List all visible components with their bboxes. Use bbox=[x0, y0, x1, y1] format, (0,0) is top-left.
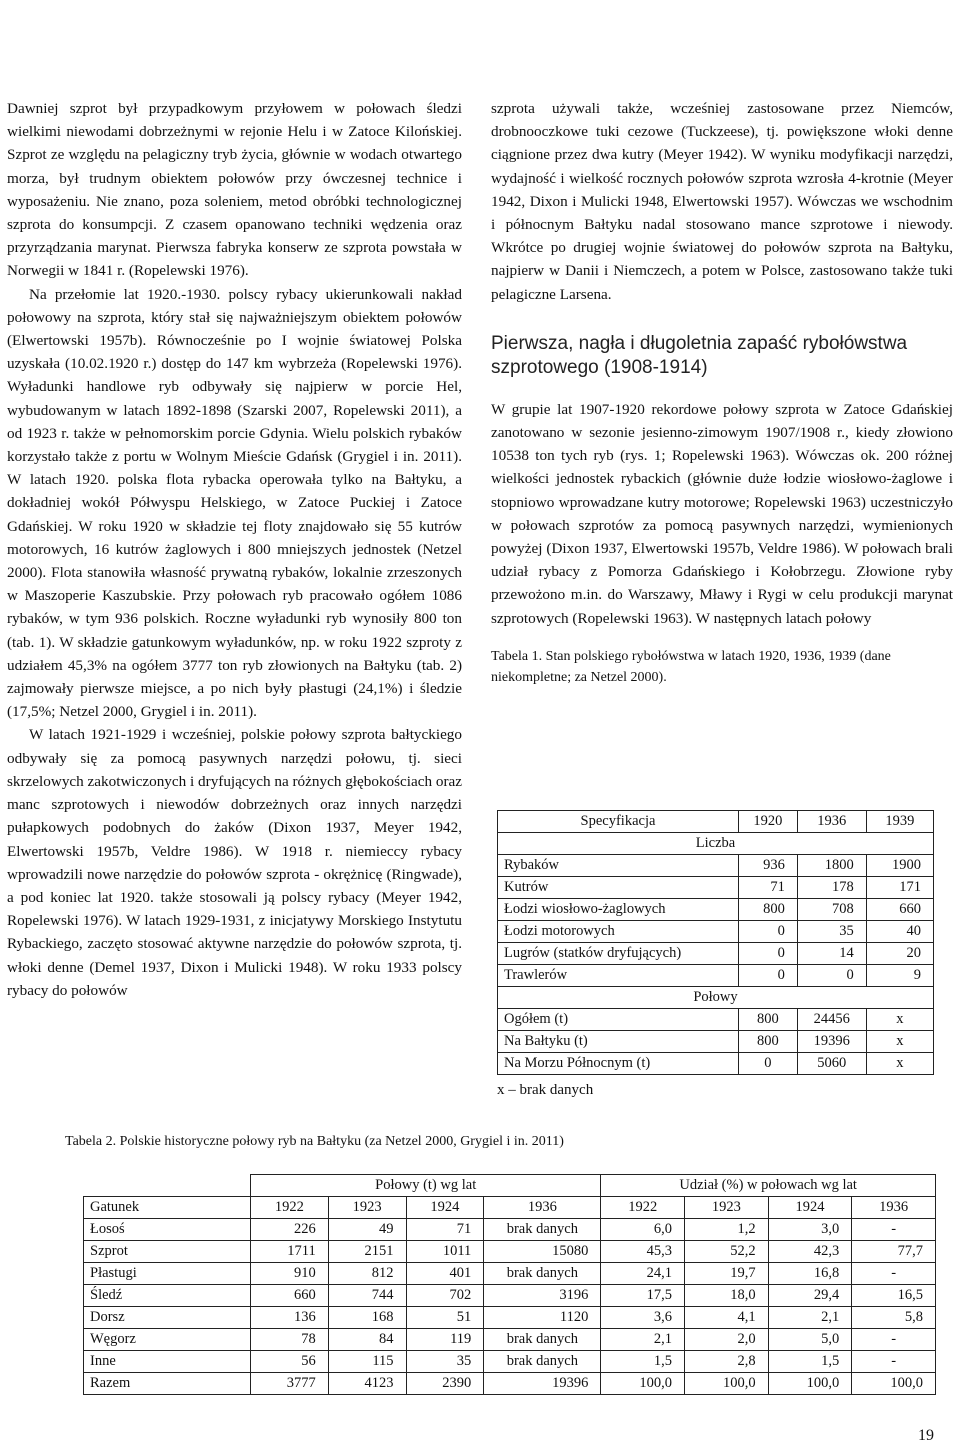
table-cell: 1800 bbox=[797, 855, 866, 877]
table-cell: 19396 bbox=[484, 1373, 601, 1395]
table-group-header: Udział (%) w połowach wg lat bbox=[601, 1175, 936, 1197]
table-header: 1924 bbox=[768, 1197, 852, 1219]
table-cell: 100,0 bbox=[601, 1373, 685, 1395]
table-cell: 4,1 bbox=[685, 1307, 769, 1329]
table-cell: Szprot bbox=[84, 1241, 251, 1263]
table-cell: 14 bbox=[797, 943, 866, 965]
table-cell: 2390 bbox=[406, 1373, 484, 1395]
table-cell: 660 bbox=[866, 899, 933, 921]
table-header: Gatunek bbox=[84, 1197, 251, 1219]
table-cell: 19396 bbox=[797, 1031, 866, 1053]
table-cell: Płastugi bbox=[84, 1263, 251, 1285]
table-row bbox=[498, 899, 934, 921]
table-cell: 1900 bbox=[866, 855, 933, 877]
table-row bbox=[84, 1373, 936, 1395]
table-group-header: Połowy (t) wg lat bbox=[251, 1175, 601, 1197]
table-cell: 1120 bbox=[484, 1307, 601, 1329]
table-cell: Węgorz bbox=[84, 1329, 251, 1351]
table-header-row bbox=[498, 811, 934, 833]
table-cell: 100,0 bbox=[685, 1373, 769, 1395]
table-cell: 171 bbox=[866, 877, 933, 899]
table-cell: 78 bbox=[251, 1329, 329, 1351]
table-cell: 702 bbox=[406, 1285, 484, 1307]
table-cell: 45,3 bbox=[601, 1241, 685, 1263]
table-cell: Kutrów bbox=[498, 877, 739, 899]
table1-note: x – brak danych bbox=[497, 1082, 594, 1098]
table-cell: 1,2 bbox=[685, 1219, 769, 1241]
table-cell: 4123 bbox=[328, 1373, 406, 1395]
table-cell: Na Bałtyku (t) bbox=[498, 1031, 739, 1053]
table-row bbox=[498, 921, 934, 943]
table-cell: 800 bbox=[739, 899, 798, 921]
table-cell: 2,8 bbox=[685, 1351, 769, 1373]
table-cell: 15080 bbox=[484, 1241, 601, 1263]
paragraph: W grupie lat 1907-1920 rekordowe połowy szprota w Zatoce Gdańskiej zanotowano w sezonie jesienno-zimowym 1907/1908 r., kiedy złowiono 10538 ton tych ryb (rys. 1; Ropelewski 1963). Wówczas ok. 200 różnej wielkości jednostek rybackich (głównie duże łodzie wiosłowo-żaglowe i stopniowo wprowadzane kutry motorowe; Ropelewski 1963) uczestniczyło w połowach szprotów za pomocą pasywnych narzędzi, wymienionych powyżej (Dixon 1937, Elwertowski 1957b, Veldre 1986). W połowach brali udział rybacy z Pomorza Gdańskiego i Kołobrzegu. Złowione ryby przewożono m.in. do Warszawy, Mławy i Rygi w celu produkcji marynat szprotowych (Ropelewski 1963). W następnych latach połowy bbox=[491, 400, 953, 627]
table-cell: Ogółem (t) bbox=[498, 1009, 739, 1031]
table-header: 1936 bbox=[852, 1197, 936, 1219]
table-cell: x bbox=[866, 1031, 933, 1053]
table-cell: 49 bbox=[328, 1219, 406, 1241]
table-header: 1922 bbox=[601, 1197, 685, 1219]
table-cell: 744 bbox=[328, 1285, 406, 1307]
table-cell: 35 bbox=[797, 921, 866, 943]
table-cell: Inne bbox=[84, 1351, 251, 1373]
table-row bbox=[84, 1219, 936, 1241]
table-cell: 1,5 bbox=[601, 1351, 685, 1373]
table-cell: 100,0 bbox=[852, 1373, 936, 1395]
table-cell: 2,0 bbox=[685, 1329, 769, 1351]
right-column bbox=[491, 97, 953, 702]
table-cell: 84 bbox=[328, 1329, 406, 1351]
table-cell: 16,8 bbox=[768, 1263, 852, 1285]
table1-caption: Tabela 1. Stan polskiego rybołówstwa w latach 1920, 1936, 1939 (dane niekompletne; za Netzel 2000). bbox=[491, 648, 891, 685]
table-cell: 0 bbox=[797, 965, 866, 987]
table-cell: 178 bbox=[797, 877, 866, 899]
table-cell: - bbox=[852, 1329, 936, 1351]
table-row bbox=[498, 877, 934, 899]
table-group-header-row bbox=[84, 1175, 936, 1197]
table-cell: 3196 bbox=[484, 1285, 601, 1307]
table-cell: 6,0 bbox=[601, 1219, 685, 1241]
table-cell: brak danych bbox=[484, 1351, 601, 1373]
table2-caption: Tabela 2. Polskie historyczne połowy ryb na Bałtyku (za Netzel 2000, Grygiel i in. 2011) bbox=[65, 1134, 564, 1149]
table-group-row bbox=[498, 987, 934, 1009]
table-cell: 71 bbox=[406, 1219, 484, 1241]
table-cell: Rybaków bbox=[498, 855, 739, 877]
table-cell: brak danych bbox=[484, 1263, 601, 1285]
table-cell: 800 bbox=[739, 1009, 798, 1031]
table-row bbox=[498, 1031, 934, 1053]
table-cell: Razem bbox=[84, 1373, 251, 1395]
table-cell: 9 bbox=[866, 965, 933, 987]
table-row bbox=[84, 1351, 936, 1373]
table-cell: 3,6 bbox=[601, 1307, 685, 1329]
table-header: 1922 bbox=[251, 1197, 329, 1219]
paragraph: W latach 1921-1929 i wcześniej, polskie połowy szprota bałtyckiego odbywały się za pomocą pasywnych narzędzi połowu, tj. sieci skrzelowych zakotwiczonych i dryfujących na różnych głębokościach oraz manc szprotowych i niewodów dobrzeżnych oraz innych narzędzi pułapkowych podobnych do żaków (Dixon 1937, Meyer 1942, Elwertowski 1957b, Veldre 1986). W 1918 r. niemieccy rybacy wprowadzili nowe narzędzie do połowów szprota - okrężnicę (Ringwade), a pod koniec lat 1920. także stosowali ją polscy rybacy (Meyer 1942, Ropelewski 1976). W latach 1929-1931, z inicjatywy Morskiego Instytutu Rybackiego, zaczęto stosować aktywne narzędzie do połowów szprota, tj. włoki denne (Demel 1937, Dixon i Mulicki 1948). W roku 1933 polscy rybacy do połowów bbox=[7, 726, 463, 999]
table-cell: 24456 bbox=[797, 1009, 866, 1031]
table-header: 1923 bbox=[328, 1197, 406, 1219]
table-cell: 136 bbox=[251, 1307, 329, 1329]
table-cell: brak danych bbox=[484, 1329, 601, 1351]
table-cell: 52,2 bbox=[685, 1241, 769, 1263]
table-cell: 1,5 bbox=[768, 1351, 852, 1373]
table-cell: 51 bbox=[406, 1307, 484, 1329]
table-cell: 936 bbox=[739, 855, 798, 877]
table-row bbox=[84, 1263, 936, 1285]
table-cell: 71 bbox=[739, 877, 798, 899]
table-header: 1923 bbox=[685, 1197, 769, 1219]
table-cell: 5060 bbox=[797, 1053, 866, 1075]
table-cell: Śledź bbox=[84, 1285, 251, 1307]
table-header: 1939 bbox=[866, 811, 933, 833]
table-cell: 2151 bbox=[328, 1241, 406, 1263]
paragraph: Dawniej szprot był przypadkowym przyłowem w połowach śledzi wielkimi niewodami dobrzeżnymi w rejonie Helu i w Zatoce Kilońskiej. Szprot ze względu na pelagiczny tryb życia, głównie w wodach otwartego morza, był trudnym obiektem połowów przy ówczesnej technice i wyposażeniu. Nie znano, poza soleniem, metod obróbki technologicznej szprota do konsumpcji. Z czasem opanowano techniki wędzenia oraz przyrządzania marynat. Pierwsza fabryka konserw ze szprota powstała w Norwegii w 1841 r. (Ropelewski 1976). bbox=[7, 100, 462, 280]
table-cell: Łosoś bbox=[84, 1219, 251, 1241]
table-cell: Łodzi wiosłowo-żaglowych bbox=[498, 899, 739, 921]
table-cell: brak danych bbox=[484, 1219, 601, 1241]
table-cell: 17,5 bbox=[601, 1285, 685, 1307]
table-header: 1936 bbox=[484, 1197, 601, 1219]
table-cell: 24,1 bbox=[601, 1263, 685, 1285]
table-row bbox=[498, 855, 934, 877]
table2-body bbox=[84, 1219, 936, 1395]
table-cell: 115 bbox=[328, 1351, 406, 1373]
table-cell: 910 bbox=[251, 1263, 329, 1285]
page-number: 19 bbox=[918, 1427, 934, 1444]
table-cell: - bbox=[852, 1351, 936, 1373]
table-row bbox=[498, 1009, 934, 1031]
table-cell: 18,0 bbox=[685, 1285, 769, 1307]
table-header-row bbox=[84, 1197, 936, 1219]
paragraph: szprota używali także, wcześniej zastosowane przez Niemców, drobnooczkowe tuki cezowe (Tuckzeese), tj. powiększone włoki denne ciągnione przez dwa kutry (Meyer 1942). W wyniku modyfikacji narzędzi, wydajność i wielkość rocznych połowów szprota wzrosła 4-krotnie (Meyer 1942, Dixon i Mulicki 1948, Elwertowski 1957). Wówczas we wschodnim i północnym Bałtyku nadal stosowano mance szprotowe i niewody. Wkrótce po drugiej wojnie światowej do połowów szprota na Bałtyku, najpierw w Danii i Niemczech, a potem w Polsce, zastosowano także tuki pelagiczne Larsena. bbox=[491, 100, 953, 303]
table-row bbox=[84, 1241, 936, 1263]
table-cell: 20 bbox=[866, 943, 933, 965]
table-cell: 0 bbox=[739, 1053, 798, 1075]
paragraph: Na przełomie lat 1920.-1930. polscy rybacy ukierunkowali nakład połowowy na szprota, który stał się najważniejszym obiektem połowów (Elwertowski 1957b). Równocześnie po I wojnie światowej Polska uzyskała (10.02.1920 r.) dostęp do 147 km wybrzeża (Ropelewski 1976). Wyładunki handlowe ryb odbywały się najpierw w porcie Hel, wybudowanym w latach 1892-1898 (Szarski 2007, Ropelewski 2011), a od 1923 r. także w pełnomorskim porcie Gdynia. Wielu polskich rybaków korzystało także z portu w Wolnym Mieście Gdańsk (Grygiel i in. 2011). W latach 1920. polska flota rybacka operowała tylko na Bałtyku, a dokładniej wokół Półwyspu Helskiego, w Zatoce Puckiej i Zatoce Gdańskiej. W roku 1920 w składzie tej floty znajdowało się 55 kutrów motorowych, 16 kutrów żaglowych i 800 mniejszych jednostek (Netzel 2000). Flota stanowiła własność prywatną rybaków, lokalnie zrzeszonych w Maszoperie Kaszubskie. Przy połowach ryb pracowało ogółem 1086 rybaków, w tym 936 polskich. Roczne wyładunki ryb wynosiły 800 ton (tab. 1). W składzie gatunkowym wyładunków, np. w roku 1922 szproty z udziałem 45,3% na ogółem 3777 ton ryb złowionych na Bałtyku (tab. 2) zajmowały pierwsze miejsce, a po nich były płastugi (24,1%) i śledzie (17,5%; Netzel 2000, Grygiel i in. 2011). bbox=[7, 285, 462, 721]
table-cell: 5,0 bbox=[768, 1329, 852, 1351]
table-cell: 3777 bbox=[251, 1373, 329, 1395]
table-cell: 660 bbox=[251, 1285, 329, 1307]
table-cell: 2,1 bbox=[601, 1329, 685, 1351]
table-cell: 1011 bbox=[406, 1241, 484, 1263]
table-cell: 119 bbox=[406, 1329, 484, 1351]
table-cell: 40 bbox=[866, 921, 933, 943]
table-cell: 42,3 bbox=[768, 1241, 852, 1263]
table-row bbox=[498, 965, 934, 987]
table-header: 1924 bbox=[406, 1197, 484, 1219]
table-group-label: Połowy bbox=[498, 987, 934, 1009]
table-cell: 0 bbox=[739, 943, 798, 965]
table-cell: x bbox=[866, 1009, 933, 1031]
table-row bbox=[498, 1053, 934, 1075]
table-cell: x bbox=[866, 1053, 933, 1075]
table-cell: 3,0 bbox=[768, 1219, 852, 1241]
table-cell: - bbox=[852, 1263, 936, 1285]
section-title: Pierwsza, nagła i długoletnia zapaść rybołówstwa szprotowego (1908-1914) bbox=[491, 332, 908, 378]
table-cell: 1711 bbox=[251, 1241, 329, 1263]
table-header: Specyfikacja bbox=[498, 811, 739, 833]
table-row bbox=[498, 943, 934, 965]
table-cell: 19,7 bbox=[685, 1263, 769, 1285]
table-cell: 35 bbox=[406, 1351, 484, 1373]
table-cell: Dorsz bbox=[84, 1307, 251, 1329]
table-row bbox=[84, 1329, 936, 1351]
table-cell: 56 bbox=[251, 1351, 329, 1373]
table-blank-cell bbox=[84, 1175, 251, 1197]
table-header: 1920 bbox=[739, 811, 798, 833]
left-column bbox=[7, 97, 462, 1002]
table-header: 1936 bbox=[797, 811, 866, 833]
table-group-label: Liczba bbox=[498, 833, 934, 855]
table-cell: Łodzi motorowych bbox=[498, 921, 739, 943]
table-cell: 0 bbox=[739, 921, 798, 943]
table-cell: 29,4 bbox=[768, 1285, 852, 1307]
table-cell: Trawlerów bbox=[498, 965, 739, 987]
table-cell: 100,0 bbox=[768, 1373, 852, 1395]
table-cell: 168 bbox=[328, 1307, 406, 1329]
table-cell: 708 bbox=[797, 899, 866, 921]
table-row bbox=[84, 1307, 936, 1329]
table-group-row bbox=[498, 833, 934, 855]
table-cell: 226 bbox=[251, 1219, 329, 1241]
table-cell: 401 bbox=[406, 1263, 484, 1285]
table-cell: 812 bbox=[328, 1263, 406, 1285]
table-cell: Na Morzu Północnym (t) bbox=[498, 1053, 739, 1075]
table-cell: - bbox=[852, 1219, 936, 1241]
table-row bbox=[84, 1285, 936, 1307]
table-cell: 2,1 bbox=[768, 1307, 852, 1329]
table-cell: Lugrów (statków dryfujących) bbox=[498, 943, 739, 965]
table1 bbox=[497, 810, 934, 1075]
table-cell: 77,7 bbox=[852, 1241, 936, 1263]
table-cell: 5,8 bbox=[852, 1307, 936, 1329]
table2 bbox=[83, 1174, 936, 1395]
table-cell: 16,5 bbox=[852, 1285, 936, 1307]
table-cell: 0 bbox=[739, 965, 798, 987]
table-cell: 800 bbox=[739, 1031, 798, 1053]
